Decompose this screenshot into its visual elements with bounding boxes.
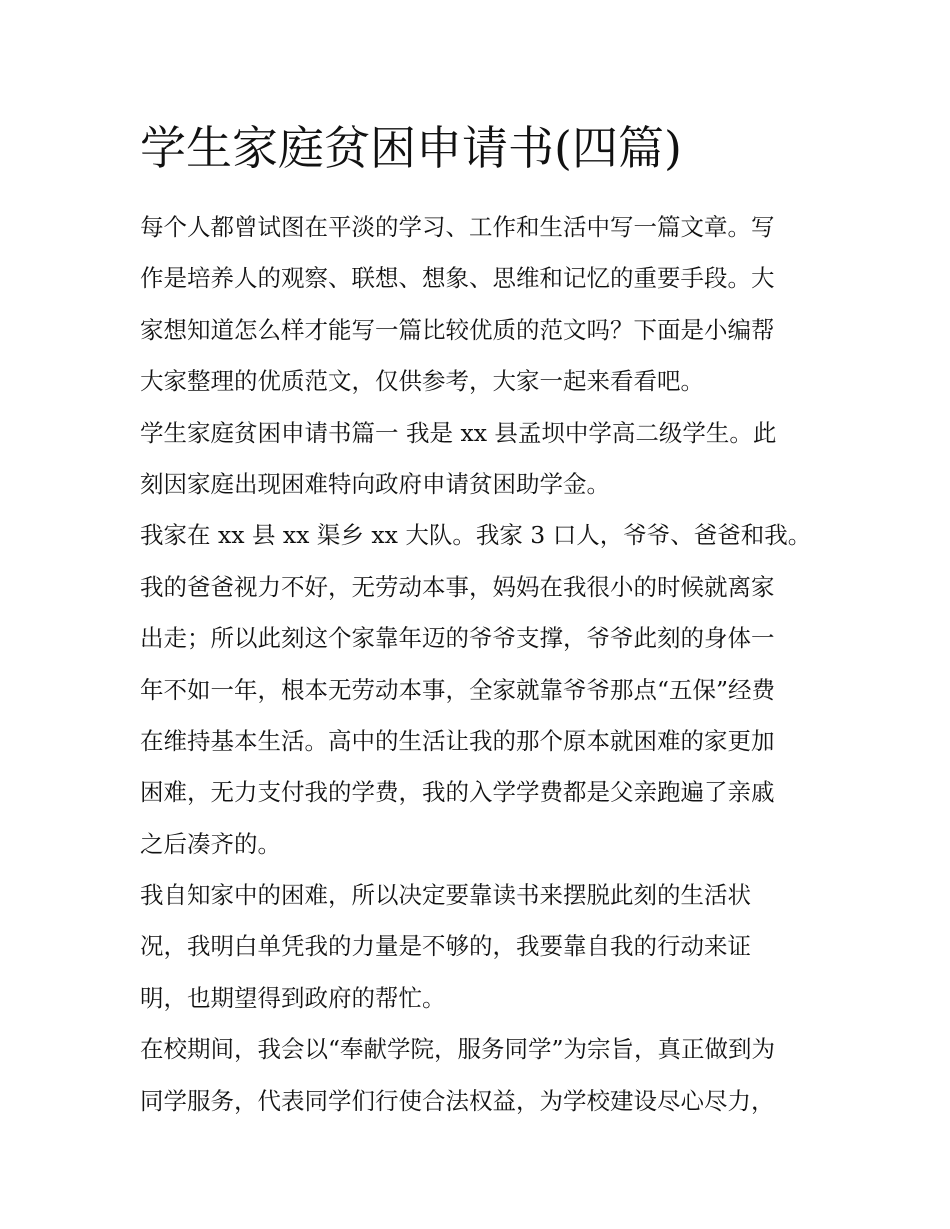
- text-line: 我自知家中的困难，所以决定要靠读书来摆脱此刻的生活状: [140, 881, 751, 910]
- text-line: 之后凑齐的。: [140, 829, 281, 858]
- document-title: 学生家庭贫困申请书(四篇): [140, 121, 682, 175]
- text-line: 我的爸爸视力不好，无劳动本事，妈妈在我很小的时候就离家: [140, 572, 775, 601]
- text-line: 我家在 xx 县 xx 渠乡 xx 大队。我家 3 口人，爷爷、爸爸和我。: [140, 521, 812, 550]
- text-line: 在维持基本生活。高中的生活让我的那个原本就困难的家更加: [140, 726, 775, 755]
- text-line: 况，我明白单凭我的力量是不够的，我要靠自我的行动来证: [140, 932, 751, 961]
- text-line: 明，也期望得到政府的帮忙。: [140, 983, 446, 1012]
- text-line: 年不如一年，根本无劳动本事，全家就靠爷爷那点“五保”经费: [140, 675, 776, 704]
- text-line: 家想知道怎么样才能写一篇比较优质的范文吗？下面是小编帮: [140, 315, 775, 344]
- text-line: 在校期间，我会以“奉献学院，服务同学”为宗旨，真正做到为: [140, 1035, 776, 1064]
- text-line: 出走；所以此刻这个家靠年迈的爷爷支撑，爷爷此刻的身体一: [140, 624, 775, 653]
- text-line: 学生家庭贫困申请书篇一 我是 xx 县孟坝中学高二级学生。此: [140, 418, 777, 447]
- document-body: [140, 202, 830, 1127]
- text-line: 作是培养人的观察、联想、想象、思维和记忆的重要手段。大: [140, 264, 775, 293]
- text-line: 同学服务，代表同学们行使合法权益，为学校建设尽心尽力，: [140, 1086, 775, 1115]
- text-line: 大家整理的优质范文，仅供参考，大家一起来看看吧。: [140, 367, 704, 396]
- text-line: 困难，无力支付我的学费，我的入学学费都是父亲跑遍了亲戚: [140, 778, 775, 807]
- text-line: 刻因家庭出现困难特向政府申请贫困助学金。: [140, 469, 610, 498]
- text-line: 每个人都曾试图在平淡的学习、工作和生活中写一篇文章。写: [140, 213, 775, 241]
